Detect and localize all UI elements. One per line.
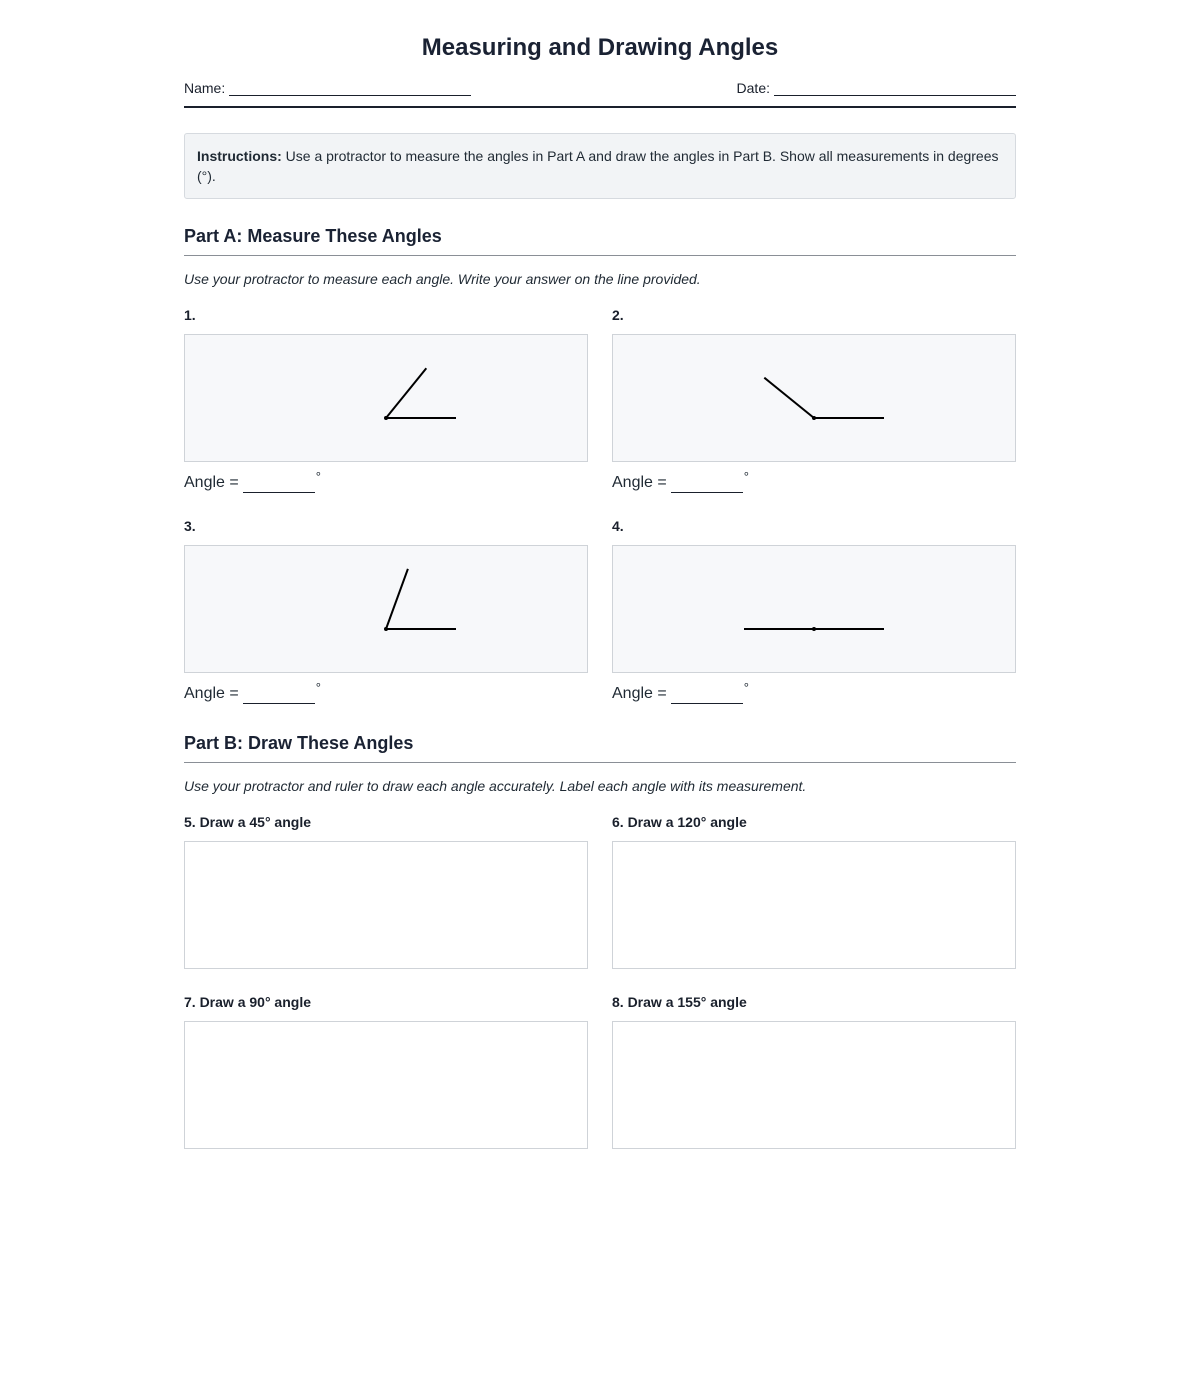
- answer-label: Angle =: [612, 474, 667, 491]
- degree-symbol: °: [315, 680, 321, 695]
- angle-figure: [613, 335, 1015, 461]
- name-label: Name:: [184, 80, 226, 96]
- name-blank[interactable]: [229, 81, 471, 96]
- page-title: Measuring and Drawing Angles: [421, 34, 779, 61]
- angle-figure-box: [612, 545, 1016, 673]
- part-b-description: Use your protractor and ruler to draw each angle accurately. Label each angle with its measurement.: [184, 778, 807, 794]
- degree-symbol: °: [743, 680, 749, 695]
- item-number: 4.: [612, 518, 624, 534]
- angle-figure: [185, 546, 587, 672]
- draw-item-label: 6. Draw a 120° angle: [612, 814, 747, 830]
- measure-item: [612, 306, 1016, 493]
- instructions-text: Use a protractor to measure the angles in Part A and draw the angles in Part B. Show all measurements in degrees (°).: [197, 148, 999, 184]
- answer-blank[interactable]: [243, 477, 315, 493]
- drawing-area[interactable]: [612, 1021, 1016, 1149]
- angle-figure: [185, 335, 587, 461]
- angle-figure-box: [612, 334, 1016, 462]
- draw-item-label: 8. Draw a 155° angle: [612, 994, 747, 1010]
- answer-blank[interactable]: [671, 477, 743, 493]
- measure-item: [184, 306, 588, 493]
- part-a-grid: [184, 306, 1016, 704]
- item-number: 2.: [612, 307, 624, 323]
- angle-vertex: [812, 627, 816, 631]
- degree-symbol: °: [315, 469, 321, 484]
- drawing-area[interactable]: [184, 841, 588, 969]
- instructions-heading: Instructions:: [197, 148, 282, 164]
- draw-item-label: 5. Draw a 45° angle: [184, 814, 311, 830]
- angle-second-ray: [386, 569, 408, 629]
- draw-item: [184, 813, 588, 969]
- answer-line: [184, 680, 588, 704]
- measure-item: [612, 517, 1016, 704]
- angle-vertex: [384, 627, 388, 631]
- degree-symbol: °: [743, 469, 749, 484]
- angle-second-ray: [764, 378, 814, 418]
- worksheet-header: [184, 80, 1016, 108]
- part-b-title: Part B: Draw These Angles: [184, 733, 1016, 763]
- instructions-box: [184, 133, 1016, 199]
- measure-item: [184, 517, 588, 704]
- item-number: 1.: [184, 307, 196, 323]
- draw-item: [612, 993, 1016, 1149]
- draw-item-label: 7. Draw a 90° angle: [184, 994, 311, 1010]
- answer-blank[interactable]: [671, 688, 743, 704]
- date-blank[interactable]: [774, 81, 1016, 96]
- part-b-grid: [184, 813, 1016, 1149]
- date-field: [737, 80, 1016, 96]
- angle-second-ray: [386, 368, 426, 418]
- answer-blank[interactable]: [243, 688, 315, 704]
- worksheet-page: [184, 0, 1016, 1149]
- answer-label: Angle =: [184, 685, 239, 702]
- angle-figure-box: [184, 334, 588, 462]
- angle-vertex: [812, 416, 816, 420]
- draw-item: [612, 813, 1016, 969]
- angle-figure: [613, 546, 1015, 672]
- date-label: Date:: [736, 80, 770, 96]
- draw-item: [184, 993, 588, 1149]
- answer-line: [184, 469, 588, 493]
- name-field: [184, 80, 471, 96]
- answer-line: [612, 469, 1016, 493]
- part-a-description: Use your protractor to measure each angle. Write your answer on the line provided.: [184, 271, 701, 287]
- answer-line: [612, 680, 1016, 704]
- part-a-title: Part A: Measure These Angles: [184, 226, 1016, 256]
- drawing-area[interactable]: [184, 1021, 588, 1149]
- answer-label: Angle =: [612, 685, 667, 702]
- angle-figure-box: [184, 545, 588, 673]
- angle-vertex: [384, 416, 388, 420]
- answer-label: Angle =: [184, 474, 239, 491]
- drawing-area[interactable]: [612, 841, 1016, 969]
- item-number: 3.: [184, 518, 196, 534]
